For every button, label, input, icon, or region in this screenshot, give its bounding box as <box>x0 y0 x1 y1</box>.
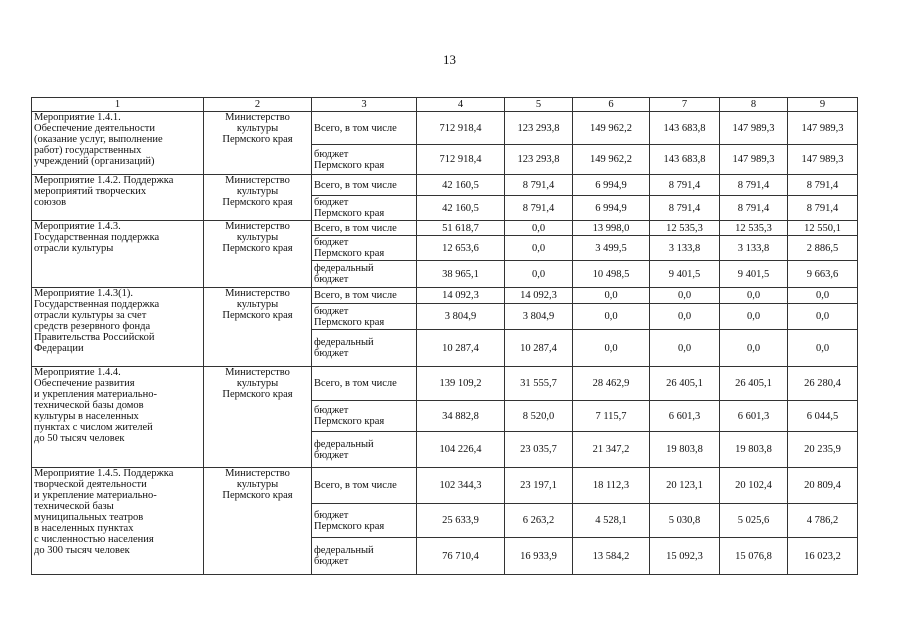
value-cell: 16 933,9 <box>505 538 573 575</box>
value-cell: 14 092,3 <box>505 288 573 304</box>
value-cell: 12 535,3 <box>720 221 788 236</box>
value-cell: 18 112,3 <box>573 468 650 504</box>
value-cell: 0,0 <box>573 304 650 330</box>
value-cell: 8 791,4 <box>720 196 788 221</box>
value-cell: 8 791,4 <box>788 175 858 196</box>
value-cell: 123 293,8 <box>505 145 573 175</box>
value-cell: 0,0 <box>788 304 858 330</box>
value-cell: 6 044,5 <box>788 401 858 432</box>
column-header: 6 <box>573 98 650 112</box>
value-cell: 147 989,3 <box>788 145 858 175</box>
value-cell: 12 550,1 <box>788 221 858 236</box>
value-cell: 2 886,5 <box>788 236 858 261</box>
value-cell: 38 965,1 <box>417 261 505 288</box>
value-cell: 9 663,6 <box>788 261 858 288</box>
value-cell: 102 344,3 <box>417 468 505 504</box>
value-cell: 139 109,2 <box>417 367 505 401</box>
value-cell: 147 989,3 <box>788 112 858 145</box>
value-cell: 10 287,4 <box>505 330 573 367</box>
value-cell: 143 683,8 <box>650 145 720 175</box>
value-cell: 147 989,3 <box>720 112 788 145</box>
value-cell: 712 918,4 <box>417 112 505 145</box>
column-header: 8 <box>720 98 788 112</box>
column-header: 3 <box>312 98 417 112</box>
value-cell: 8 520,0 <box>505 401 573 432</box>
event-name: Мероприятие 1.4.1. Обеспечение деятельности (оказание услуг, выполнение работ) государственных учреждений (организаций) <box>32 112 204 175</box>
funding-source: бюджет Пермского края <box>312 304 417 330</box>
table-row <box>32 175 858 196</box>
value-cell: 51 618,7 <box>417 221 505 236</box>
funding-source: федеральный бюджет <box>312 432 417 468</box>
value-cell: 0,0 <box>573 330 650 367</box>
page-number: 13 <box>443 52 456 67</box>
value-cell: 0,0 <box>650 330 720 367</box>
column-header: 4 <box>417 98 505 112</box>
value-cell: 6 601,3 <box>650 401 720 432</box>
table-row <box>32 112 858 145</box>
value-cell: 23 035,7 <box>505 432 573 468</box>
executor: Министерство культуры Пермского края <box>204 221 312 288</box>
value-cell: 6 263,2 <box>505 504 573 538</box>
value-cell: 34 882,8 <box>417 401 505 432</box>
funding-source: бюджет Пермского края <box>312 504 417 538</box>
funding-source: федеральный бюджет <box>312 261 417 288</box>
value-cell: 3 804,9 <box>505 304 573 330</box>
funding-source: бюджет Пермского края <box>312 196 417 221</box>
funding-source: бюджет Пермского края <box>312 401 417 432</box>
table-row <box>32 288 858 304</box>
value-cell: 16 023,2 <box>788 538 858 575</box>
funding-source: Всего, в том числе <box>312 367 417 401</box>
value-cell: 0,0 <box>788 288 858 304</box>
funding-source: бюджет Пермского края <box>312 145 417 175</box>
value-cell: 42 160,5 <box>417 175 505 196</box>
executor: Министерство культуры Пермского края <box>204 367 312 468</box>
value-cell: 12 535,3 <box>650 221 720 236</box>
event-name: Мероприятие 1.4.3. Государственная поддержка отрасли культуры <box>32 221 204 288</box>
value-cell: 20 123,1 <box>650 468 720 504</box>
value-cell: 25 633,9 <box>417 504 505 538</box>
funding-source: Всего, в том числе <box>312 175 417 196</box>
funding-source: федеральный бюджет <box>312 538 417 575</box>
executor: Министерство культуры Пермского края <box>204 468 312 575</box>
value-cell: 0,0 <box>720 330 788 367</box>
value-cell: 0,0 <box>650 288 720 304</box>
value-cell: 15 076,8 <box>720 538 788 575</box>
value-cell: 9 401,5 <box>650 261 720 288</box>
value-cell: 8 791,4 <box>650 175 720 196</box>
value-cell: 8 791,4 <box>720 175 788 196</box>
value-cell: 5 030,8 <box>650 504 720 538</box>
funding-source: федеральный бюджет <box>312 330 417 367</box>
value-cell: 14 092,3 <box>417 288 505 304</box>
value-cell: 6 994,9 <box>573 175 650 196</box>
header-row <box>32 98 858 112</box>
value-cell: 0,0 <box>720 288 788 304</box>
value-cell: 10 498,5 <box>573 261 650 288</box>
value-cell: 3 804,9 <box>417 304 505 330</box>
value-cell: 0,0 <box>573 288 650 304</box>
value-cell: 31 555,7 <box>505 367 573 401</box>
value-cell: 8 791,4 <box>505 175 573 196</box>
funding-source: бюджет Пермского края <box>312 236 417 261</box>
column-header: 5 <box>505 98 573 112</box>
value-cell: 149 962,2 <box>573 145 650 175</box>
funding-source: Всего, в том числе <box>312 112 417 145</box>
funding-source: Всего, в том числе <box>312 221 417 236</box>
event-name: Мероприятие 1.4.4. Обеспечение развития и укрепления материально- технической базы домов культуры в населенных пунктах с числом жителей до 50 тысяч человек <box>32 367 204 468</box>
value-cell: 0,0 <box>505 261 573 288</box>
value-cell: 76 710,4 <box>417 538 505 575</box>
value-cell: 0,0 <box>505 236 573 261</box>
value-cell: 8 791,4 <box>650 196 720 221</box>
value-cell: 123 293,8 <box>505 112 573 145</box>
value-cell: 149 962,2 <box>573 112 650 145</box>
value-cell: 712 918,4 <box>417 145 505 175</box>
value-cell: 4 528,1 <box>573 504 650 538</box>
value-cell: 0,0 <box>720 304 788 330</box>
value-cell: 20 235,9 <box>788 432 858 468</box>
table-row <box>32 221 858 236</box>
value-cell: 0,0 <box>505 221 573 236</box>
value-cell: 42 160,5 <box>417 196 505 221</box>
value-cell: 3 133,8 <box>720 236 788 261</box>
value-cell: 26 405,1 <box>720 367 788 401</box>
value-cell: 26 280,4 <box>788 367 858 401</box>
value-cell: 9 401,5 <box>720 261 788 288</box>
value-cell: 0,0 <box>650 304 720 330</box>
value-cell: 26 405,1 <box>650 367 720 401</box>
value-cell: 6 994,9 <box>573 196 650 221</box>
value-cell: 6 601,3 <box>720 401 788 432</box>
value-cell: 13 584,2 <box>573 538 650 575</box>
event-name: Мероприятие 1.4.5. Поддержка творческой деятельности и укрепление материально- технической базы муниципальных театров в населенных пунктах с численностью населения до 300 тысяч человек <box>32 468 204 575</box>
financing-table <box>31 97 858 575</box>
value-cell: 104 226,4 <box>417 432 505 468</box>
column-header: 7 <box>650 98 720 112</box>
executor: Министерство культуры Пермского края <box>204 112 312 175</box>
funding-source: Всего, в том числе <box>312 468 417 504</box>
value-cell: 147 989,3 <box>720 145 788 175</box>
column-header: 2 <box>204 98 312 112</box>
value-cell: 13 998,0 <box>573 221 650 236</box>
value-cell: 10 287,4 <box>417 330 505 367</box>
executor: Министерство культуры Пермского края <box>204 175 312 221</box>
event-name: Мероприятие 1.4.3(1). Государственная поддержка отрасли культуры за счет средств резервного фонда Правительства Российской Федерации <box>32 288 204 367</box>
value-cell: 20 809,4 <box>788 468 858 504</box>
value-cell: 3 499,5 <box>573 236 650 261</box>
value-cell: 3 133,8 <box>650 236 720 261</box>
column-header: 1 <box>32 98 204 112</box>
value-cell: 4 786,2 <box>788 504 858 538</box>
funding-source: Всего, в том числе <box>312 288 417 304</box>
executor: Министерство культуры Пермского края <box>204 288 312 367</box>
value-cell: 12 653,6 <box>417 236 505 261</box>
value-cell: 8 791,4 <box>788 196 858 221</box>
table-row <box>32 468 858 504</box>
value-cell: 15 092,3 <box>650 538 720 575</box>
value-cell: 19 803,8 <box>720 432 788 468</box>
value-cell: 5 025,6 <box>720 504 788 538</box>
value-cell: 19 803,8 <box>650 432 720 468</box>
value-cell: 21 347,2 <box>573 432 650 468</box>
value-cell: 143 683,8 <box>650 112 720 145</box>
value-cell: 20 102,4 <box>720 468 788 504</box>
event-name: Мероприятие 1.4.2. Поддержка мероприятий творческих союзов <box>32 175 204 221</box>
table-row <box>32 367 858 401</box>
value-cell: 23 197,1 <box>505 468 573 504</box>
column-header: 9 <box>788 98 858 112</box>
value-cell: 28 462,9 <box>573 367 650 401</box>
value-cell: 8 791,4 <box>505 196 573 221</box>
value-cell: 7 115,7 <box>573 401 650 432</box>
value-cell: 0,0 <box>788 330 858 367</box>
